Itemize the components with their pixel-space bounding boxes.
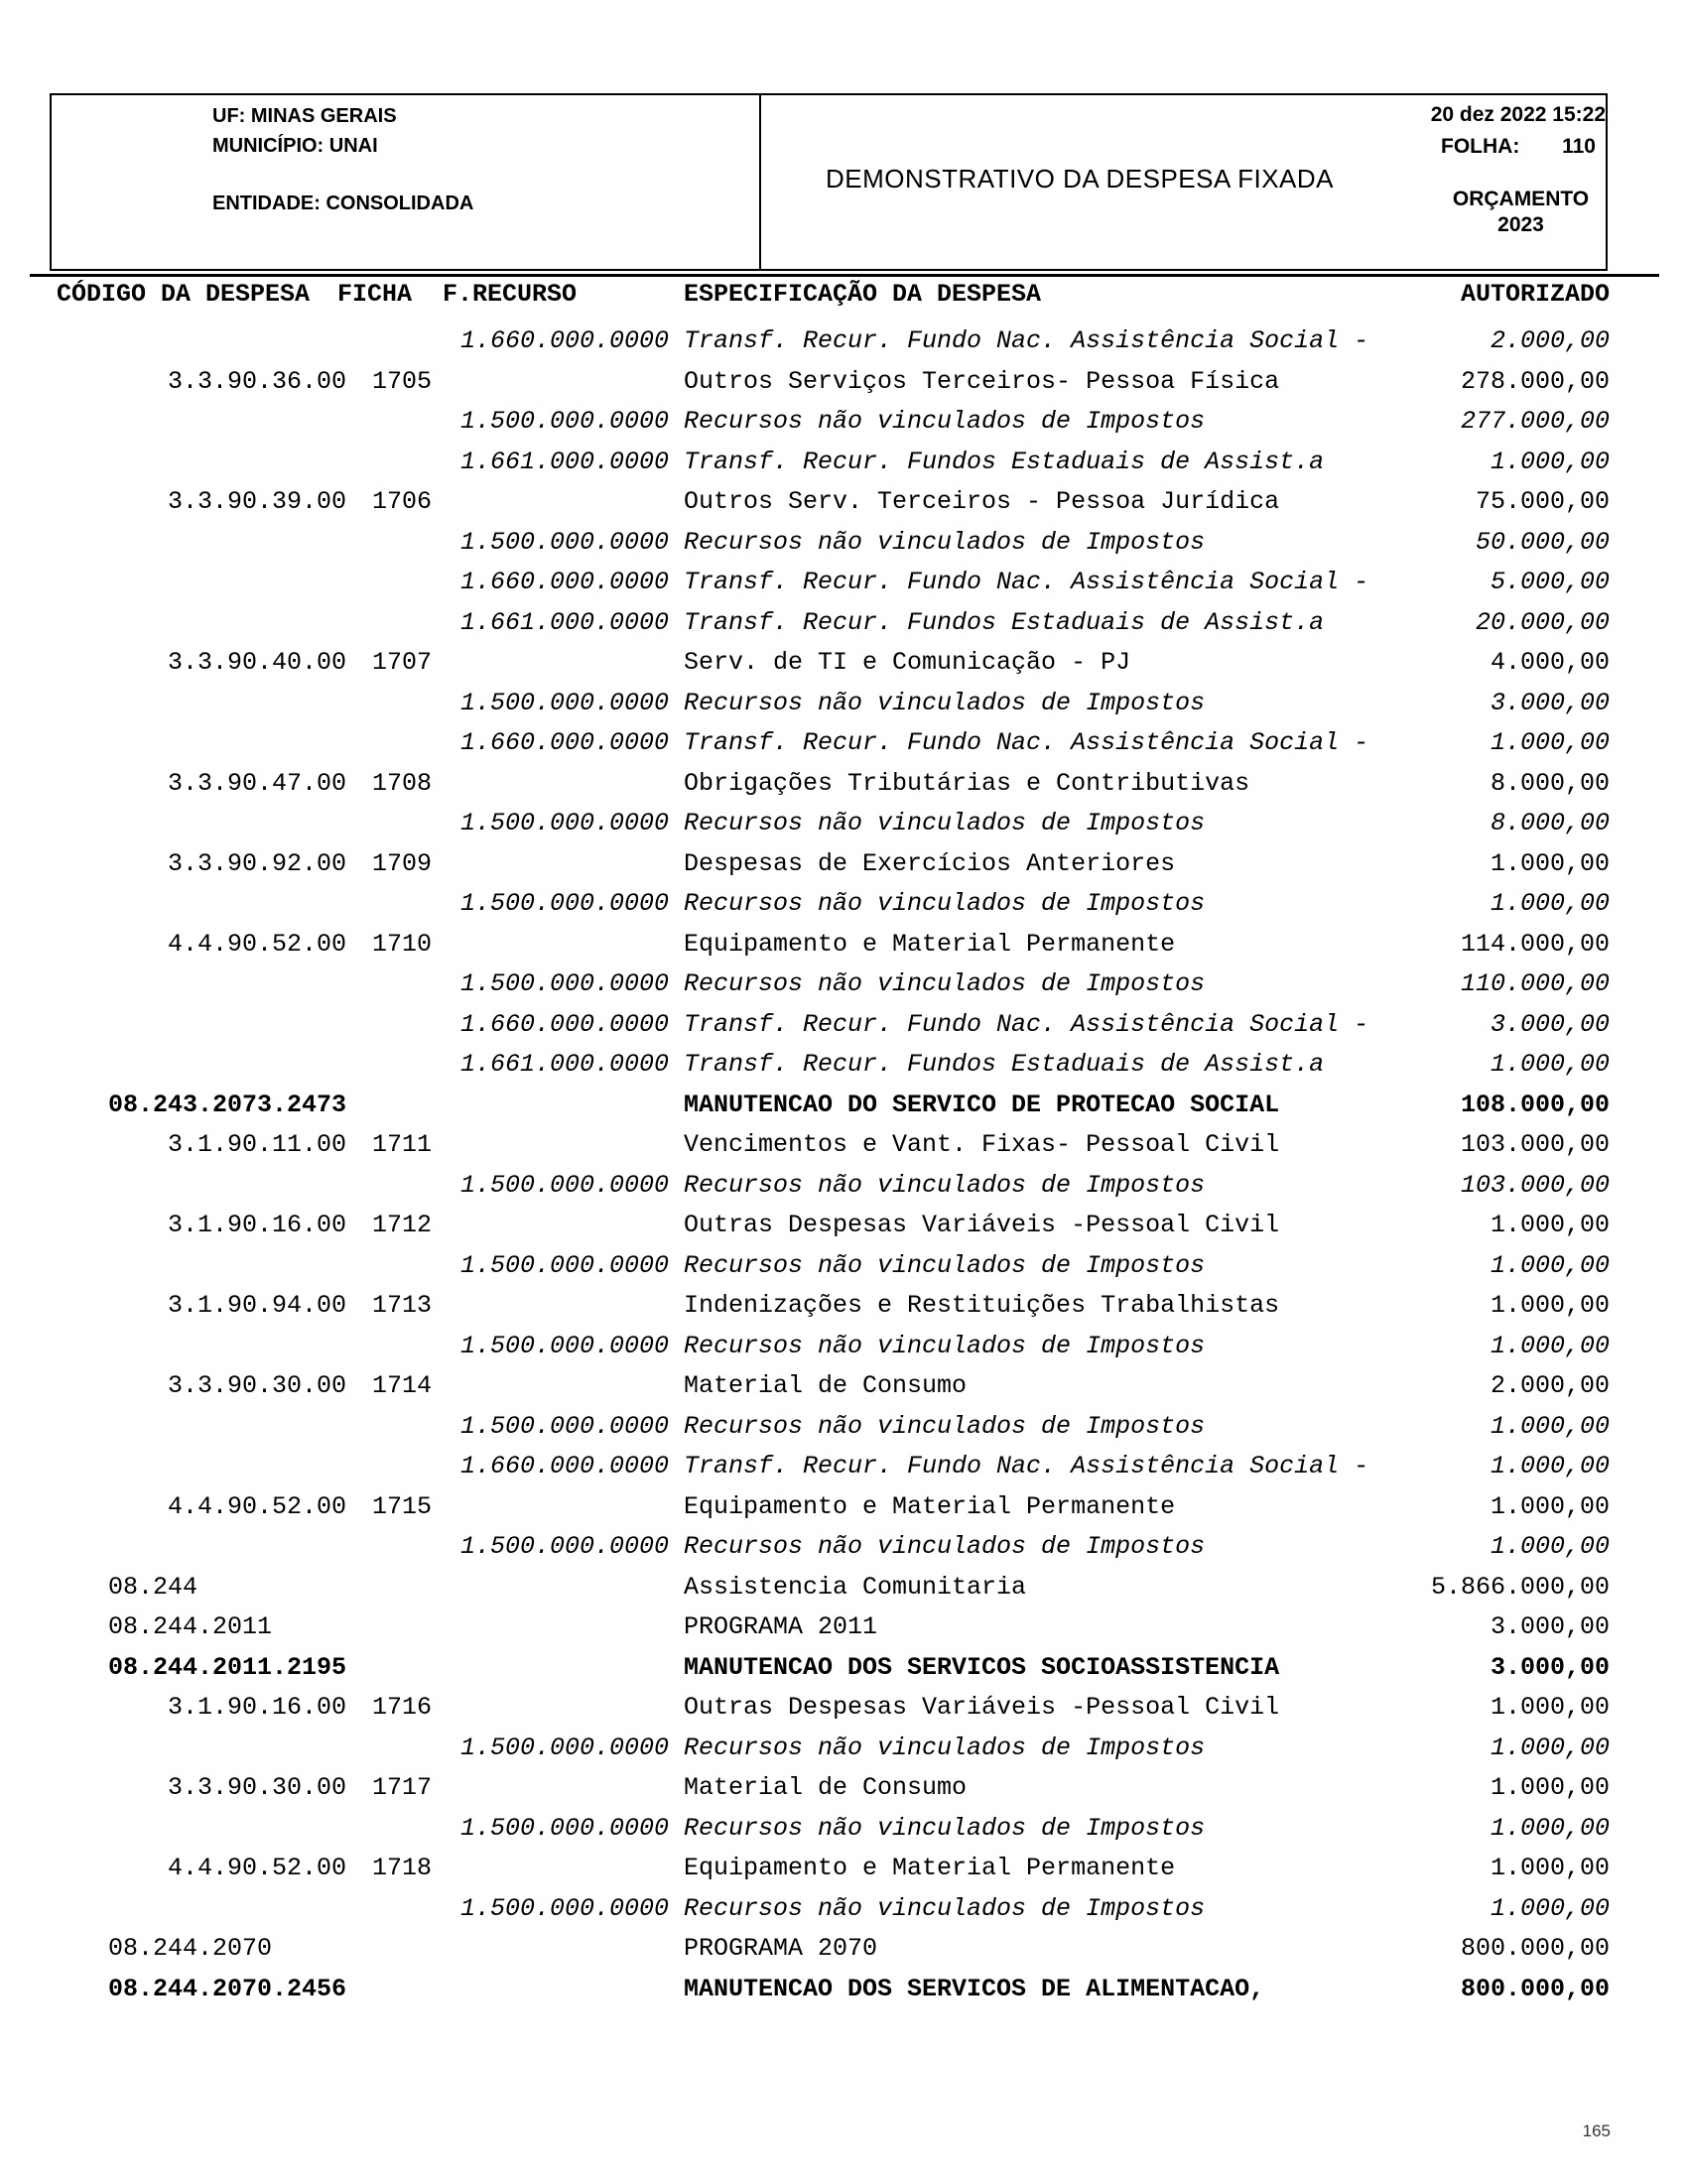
header-divider xyxy=(759,95,761,269)
row-especificacao: Transf. Recur. Fundo Nac. Assistência Social - xyxy=(684,1009,1369,1039)
row-valor-autorizado: 278.000,00 xyxy=(1460,366,1610,396)
table-row xyxy=(0,603,1688,644)
row-valor-autorizado: 3.000,00 xyxy=(1490,1612,1610,1641)
row-especificacao: Outros Serviços Terceiros- Pessoa Física xyxy=(684,366,1280,396)
row-especificacao: Recursos não vinculados de Impostos xyxy=(684,688,1206,717)
row-valor-autorizado: 8.000,00 xyxy=(1490,768,1610,798)
row-valor-autorizado: 1.000,00 xyxy=(1490,1050,1610,1079)
row-ficha: 1707 xyxy=(372,648,433,677)
row-frecurso: 1.500.000.0000 xyxy=(460,1411,670,1441)
row-valor-autorizado: 50.000,00 xyxy=(1475,527,1610,557)
table-row xyxy=(0,804,1688,844)
row-valor-autorizado: 103.000,00 xyxy=(1460,1170,1610,1200)
row-especificacao: Recursos não vinculados de Impostos xyxy=(684,407,1206,436)
row-valor-autorizado: 1.000,00 xyxy=(1490,1250,1610,1280)
row-especificacao: Recursos não vinculados de Impostos xyxy=(684,1170,1206,1200)
table-top-rule xyxy=(30,274,1659,277)
row-valor-autorizado: 1.000,00 xyxy=(1490,1291,1610,1320)
row-especificacao: Recursos não vinculados de Impostos xyxy=(684,889,1206,918)
entidade-label: ENTIDADE: CONSOLIDADA xyxy=(212,193,474,214)
row-especificacao: Material de Consumo xyxy=(684,1371,968,1400)
table-column-headers xyxy=(0,282,1688,308)
row-valor-autorizado: 1.000,00 xyxy=(1490,889,1610,918)
orcamento-block xyxy=(1435,189,1607,235)
row-codigo: 3.3.90.39.00 xyxy=(167,487,346,516)
row-especificacao: Material de Consumo xyxy=(684,1773,968,1802)
table-row xyxy=(0,402,1688,443)
table-row xyxy=(0,1889,1688,1930)
row-especificacao: Recursos não vinculados de Impostos xyxy=(684,1411,1206,1441)
row-especificacao: Outras Despesas Variáveis -Pessoal Civil xyxy=(684,1693,1280,1722)
row-valor-autorizado: 8.000,00 xyxy=(1490,809,1610,837)
row-ficha: 1708 xyxy=(372,768,433,798)
table-row xyxy=(0,1166,1688,1207)
table-row xyxy=(0,482,1688,523)
table-row xyxy=(0,1809,1688,1850)
row-especificacao: Transf. Recur. Fundo Nac. Assistência Social - xyxy=(684,728,1369,757)
row-frecurso: 1.500.000.0000 xyxy=(460,1733,670,1762)
column-header-especificacao: ESPECIFICAÇÃO DA DESPESA xyxy=(684,280,1042,309)
row-especificacao: Serv. de TI e Comunicação - PJ xyxy=(684,648,1131,677)
municipio-label: MUNICÍPIO: UNAI xyxy=(212,135,378,157)
row-valor-autorizado: 5.000,00 xyxy=(1490,568,1610,596)
page-number: 165 xyxy=(1582,2121,1611,2140)
row-codigo: 4.4.90.52.00 xyxy=(167,1854,346,1882)
row-especificacao: Transf. Recur. Fundo Nac. Assistência Social - xyxy=(684,326,1369,355)
row-especificacao: Recursos não vinculados de Impostos xyxy=(684,1331,1206,1360)
row-especificacao: Outros Serv. Terceiros - Pessoa Jurídica xyxy=(684,487,1280,516)
row-valor-autorizado: 1.000,00 xyxy=(1490,447,1610,476)
table-row xyxy=(0,362,1688,403)
row-codigo: 3.1.90.16.00 xyxy=(167,1693,346,1722)
row-especificacao: Equipamento e Material Permanente xyxy=(684,1491,1176,1521)
row-frecurso: 1.660.000.0000 xyxy=(460,1009,670,1039)
row-ficha: 1714 xyxy=(372,1371,433,1400)
row-frecurso: 1.660.000.0000 xyxy=(460,728,670,757)
row-ficha: 1705 xyxy=(372,366,433,396)
row-frecurso: 1.500.000.0000 xyxy=(460,889,670,918)
row-ficha: 1715 xyxy=(372,1491,433,1521)
row-codigo: 08.244.2011 xyxy=(108,1612,273,1641)
row-valor-autorizado: 1.000,00 xyxy=(1490,1491,1610,1521)
row-especificacao: PROGRAMA 2070 xyxy=(684,1934,878,1963)
table-row xyxy=(0,1327,1688,1367)
row-frecurso: 1.660.000.0000 xyxy=(460,1452,670,1480)
row-especificacao: Transf. Recur. Fundo Nac. Assistência Social - xyxy=(684,1452,1369,1480)
uf-label: UF: MINAS GERAIS xyxy=(212,105,397,127)
row-frecurso: 1.500.000.0000 xyxy=(460,1532,670,1561)
table-row xyxy=(0,844,1688,885)
row-frecurso: 1.500.000.0000 xyxy=(460,1813,670,1843)
table-row xyxy=(0,1527,1688,1568)
row-codigo: 3.3.90.47.00 xyxy=(167,768,346,798)
table-row xyxy=(0,1970,1688,2010)
table-row xyxy=(0,1366,1688,1407)
row-codigo: 4.4.90.52.00 xyxy=(167,929,346,959)
table-row xyxy=(0,1929,1688,1970)
table-row xyxy=(0,1688,1688,1729)
row-especificacao: Recursos não vinculados de Impostos xyxy=(684,969,1206,998)
folha-value: 110 xyxy=(1562,135,1596,158)
row-codigo: 3.1.90.94.00 xyxy=(167,1291,346,1320)
row-ficha: 1712 xyxy=(372,1211,433,1239)
row-valor-autorizado: 1.000,00 xyxy=(1490,1452,1610,1480)
row-valor-autorizado: 1.000,00 xyxy=(1490,1813,1610,1843)
row-valor-autorizado: 2.000,00 xyxy=(1490,326,1610,355)
row-frecurso: 1.660.000.0000 xyxy=(460,326,670,355)
row-ficha: 1709 xyxy=(372,848,433,878)
row-especificacao: PROGRAMA 2011 xyxy=(684,1612,878,1641)
report-header-box xyxy=(50,93,1608,271)
row-frecurso: 1.500.000.0000 xyxy=(460,688,670,717)
row-frecurso: 1.500.000.0000 xyxy=(460,1170,670,1200)
table-row xyxy=(0,684,1688,724)
table-row xyxy=(0,1729,1688,1769)
row-ficha: 1718 xyxy=(372,1854,433,1882)
table-row xyxy=(0,1206,1688,1246)
orcamento-label: ORÇAMENTO xyxy=(1452,188,1590,210)
row-especificacao: Equipamento e Material Permanente xyxy=(684,1854,1176,1882)
table-row xyxy=(0,964,1688,1005)
row-valor-autorizado: 3.000,00 xyxy=(1490,688,1610,717)
table-row xyxy=(0,925,1688,965)
row-especificacao: Recursos não vinculados de Impostos xyxy=(684,1893,1206,1923)
row-especificacao: Transf. Recur. Fundos Estaduais de Assist.a xyxy=(684,607,1325,637)
row-valor-autorizado: 1.000,00 xyxy=(1490,1854,1610,1882)
row-frecurso: 1.661.000.0000 xyxy=(460,1050,670,1079)
row-codigo: 08.244 xyxy=(108,1572,198,1602)
orcamento-year: 2023 xyxy=(1497,213,1544,236)
row-especificacao: Recursos não vinculados de Impostos xyxy=(684,809,1206,837)
table-row xyxy=(0,1568,1688,1608)
row-especificacao: Outras Despesas Variáveis -Pessoal Civil xyxy=(684,1211,1280,1239)
row-frecurso: 1.500.000.0000 xyxy=(460,1250,670,1280)
row-valor-autorizado: 1.000,00 xyxy=(1490,1893,1610,1923)
row-especificacao: Equipamento e Material Permanente xyxy=(684,929,1176,959)
table-row xyxy=(0,1086,1688,1126)
table-row xyxy=(0,643,1688,684)
folha-label: FOLHA: xyxy=(1441,135,1520,158)
row-valor-autorizado: 103.000,00 xyxy=(1460,1130,1610,1159)
row-frecurso: 1.500.000.0000 xyxy=(460,809,670,837)
row-codigo: 08.244.2070.2456 xyxy=(108,1974,347,2003)
row-valor-autorizado: 1.000,00 xyxy=(1490,848,1610,878)
table-row xyxy=(0,563,1688,603)
row-valor-autorizado: 75.000,00 xyxy=(1475,487,1610,516)
row-codigo: 3.1.90.16.00 xyxy=(167,1211,346,1239)
row-valor-autorizado: 108.000,00 xyxy=(1460,1090,1610,1119)
row-especificacao: Transf. Recur. Fundos Estaduais de Assist.a xyxy=(684,447,1325,476)
row-ficha: 1716 xyxy=(372,1693,433,1722)
row-valor-autorizado: 20.000,00 xyxy=(1475,607,1610,637)
row-valor-autorizado: 3.000,00 xyxy=(1490,1009,1610,1039)
row-especificacao: Recursos não vinculados de Impostos xyxy=(684,1250,1206,1280)
row-especificacao: Recursos não vinculados de Impostos xyxy=(684,1532,1206,1561)
row-ficha: 1710 xyxy=(372,929,433,959)
row-valor-autorizado: 110.000,00 xyxy=(1460,969,1610,998)
column-header-ficha: FICHA xyxy=(337,280,413,309)
row-valor-autorizado: 1.000,00 xyxy=(1490,1693,1610,1722)
table-row xyxy=(0,443,1688,483)
row-frecurso: 1.660.000.0000 xyxy=(460,568,670,596)
table-row xyxy=(0,1286,1688,1327)
table-row xyxy=(0,1125,1688,1166)
column-header-autorizado: AUTORIZADO xyxy=(1460,280,1610,309)
print-datetime: 20 dez 2022 15:22 xyxy=(1430,103,1606,126)
row-codigo: 3.3.90.40.00 xyxy=(167,648,346,677)
table-row xyxy=(0,1607,1688,1648)
table-row xyxy=(0,1045,1688,1086)
row-frecurso: 1.500.000.0000 xyxy=(460,969,670,998)
folha-row xyxy=(1441,136,1596,157)
row-especificacao: Recursos não vinculados de Impostos xyxy=(684,1733,1206,1762)
table-row xyxy=(0,1005,1688,1046)
row-especificacao: Indenizações e Restituições Trabalhistas xyxy=(684,1291,1280,1320)
row-codigo: 3.3.90.92.00 xyxy=(167,848,346,878)
table-row xyxy=(0,764,1688,805)
table-rows xyxy=(0,321,1688,2009)
row-codigo: 3.3.90.30.00 xyxy=(167,1773,346,1802)
report-title: DEMONSTRATIVO DA DESPESA FIXADA xyxy=(826,164,1335,193)
row-codigo: 08.244.2011.2195 xyxy=(108,1652,347,1682)
row-frecurso: 1.661.000.0000 xyxy=(460,607,670,637)
table-row xyxy=(0,1407,1688,1448)
row-especificacao: MANUTENCAO DO SERVICO DE PROTECAO SOCIAL xyxy=(684,1090,1280,1119)
row-valor-autorizado: 5.866.000,00 xyxy=(1430,1572,1610,1602)
row-valor-autorizado: 1.000,00 xyxy=(1490,1331,1610,1360)
row-valor-autorizado: 1.000,00 xyxy=(1490,1211,1610,1239)
row-valor-autorizado: 1.000,00 xyxy=(1490,1532,1610,1561)
row-valor-autorizado: 114.000,00 xyxy=(1460,929,1610,959)
row-frecurso: 1.500.000.0000 xyxy=(460,527,670,557)
table-row xyxy=(0,321,1688,362)
row-codigo: 4.4.90.52.00 xyxy=(167,1491,346,1521)
row-especificacao: MANUTENCAO DOS SERVICOS DE ALIMENTACAO, xyxy=(684,1974,1265,2003)
row-valor-autorizado: 2.000,00 xyxy=(1490,1371,1610,1400)
row-valor-autorizado: 1.000,00 xyxy=(1490,1733,1610,1762)
row-especificacao: Assistencia Comunitaria xyxy=(684,1572,1027,1602)
row-especificacao: Transf. Recur. Fundo Nac. Assistência Social - xyxy=(684,568,1369,596)
row-ficha: 1706 xyxy=(372,487,433,516)
row-especificacao: MANUTENCAO DOS SERVICOS SOCIOASSISTENCIA xyxy=(684,1652,1280,1682)
row-valor-autorizado: 800.000,00 xyxy=(1460,1934,1610,1963)
row-frecurso: 1.500.000.0000 xyxy=(460,407,670,436)
row-codigo: 08.243.2073.2473 xyxy=(108,1090,347,1119)
row-ficha: 1711 xyxy=(372,1130,433,1159)
table-row xyxy=(0,1487,1688,1528)
row-frecurso: 1.661.000.0000 xyxy=(460,447,670,476)
row-codigo: 3.1.90.11.00 xyxy=(167,1130,346,1159)
row-especificacao: Vencimentos e Vant. Fixas- Pessoal Civil xyxy=(684,1130,1280,1159)
table-row xyxy=(0,1849,1688,1889)
row-valor-autorizado: 1.000,00 xyxy=(1490,1411,1610,1441)
row-especificacao: Transf. Recur. Fundos Estaduais de Assist.a xyxy=(684,1050,1325,1079)
table-row xyxy=(0,1768,1688,1809)
row-valor-autorizado: 1.000,00 xyxy=(1490,728,1610,757)
table-row xyxy=(0,884,1688,925)
row-valor-autorizado: 4.000,00 xyxy=(1490,648,1610,677)
table-row xyxy=(0,523,1688,564)
row-frecurso: 1.500.000.0000 xyxy=(460,1893,670,1923)
row-especificacao: Recursos não vinculados de Impostos xyxy=(684,1813,1206,1843)
row-especificacao: Obrigações Tributárias e Contributivas xyxy=(684,768,1250,798)
column-header-frecurso: F.RECURSO xyxy=(443,280,578,309)
row-ficha: 1717 xyxy=(372,1773,433,1802)
row-codigo: 3.3.90.36.00 xyxy=(167,366,346,396)
row-frecurso: 1.500.000.0000 xyxy=(460,1331,670,1360)
table-row xyxy=(0,1648,1688,1689)
row-especificacao: Recursos não vinculados de Impostos xyxy=(684,527,1206,557)
table-row xyxy=(0,1447,1688,1487)
row-valor-autorizado: 3.000,00 xyxy=(1490,1652,1610,1682)
row-codigo: 3.3.90.30.00 xyxy=(167,1371,346,1400)
row-valor-autorizado: 800.000,00 xyxy=(1460,1974,1610,2003)
column-header-codigo: CÓDIGO DA DESPESA xyxy=(57,280,311,309)
row-valor-autorizado: 277.000,00 xyxy=(1460,407,1610,436)
row-valor-autorizado: 1.000,00 xyxy=(1490,1773,1610,1802)
row-ficha: 1713 xyxy=(372,1291,433,1320)
row-especificacao: Despesas de Exercícios Anteriores xyxy=(684,848,1176,878)
row-codigo: 08.244.2070 xyxy=(108,1934,273,1963)
table-row xyxy=(0,1246,1688,1287)
table-row xyxy=(0,723,1688,764)
